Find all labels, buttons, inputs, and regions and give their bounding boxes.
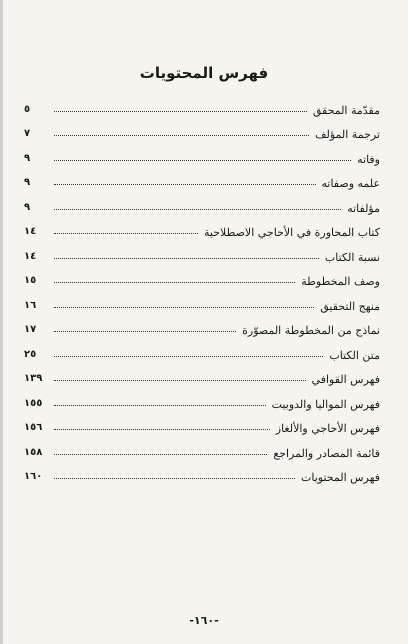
toc-entry [24, 315, 380, 340]
toc-entry [24, 168, 380, 193]
toc-entry-label: منهج التحقيق [320, 299, 380, 313]
toc-entry-label: فهرس المواليا والدوبيت [271, 397, 380, 411]
toc-page-number: ١٥ [24, 275, 37, 286]
page-title: فهرس المحتويات [139, 64, 269, 82]
toc-entry-label: فهرس القوافي [311, 373, 380, 386]
dot-leader [54, 355, 323, 357]
toc-entry-label: وفاته [357, 152, 380, 166]
dot-leader [54, 134, 309, 136]
toc-entry [24, 388, 380, 413]
toc-entry [24, 119, 380, 144]
toc-entry [24, 413, 380, 438]
toc-entry-label: فهرس الأحاجي والألغاز [275, 422, 380, 435]
toc-page-number: ١٦ [24, 299, 37, 311]
page-number: -١٦٠- [189, 614, 219, 627]
toc-entry [24, 217, 380, 242]
toc-page-number: ١٥٥ [24, 397, 43, 409]
toc-entry-label: نسبة الكتاب [324, 250, 380, 264]
dot-leader [54, 159, 351, 161]
dot-leader [54, 281, 295, 283]
toc-entry-label: نماذج من المخطوطة المصوّرة [242, 324, 380, 337]
toc-page-number: ١٧ [24, 324, 37, 335]
toc-entry [24, 339, 380, 364]
dot-leader [54, 110, 307, 112]
dot-leader [54, 477, 295, 479]
toc-entry-label: علمه وصفاته [321, 177, 380, 190]
toc-page-number: ١٣٩ [24, 373, 43, 384]
toc-entry [24, 143, 380, 168]
toc-entry-label: مقدّمة المحقق [312, 103, 380, 117]
toc-page-number: ١٥٨ [24, 446, 43, 458]
toc-page-number: ١٤ [24, 226, 37, 237]
toc-entry [24, 94, 380, 119]
toc-entry [24, 241, 380, 266]
toc-entry [24, 437, 380, 462]
toc-page-number: ٩ [24, 201, 31, 213]
dot-leader [54, 306, 314, 308]
page-edge [0, 0, 3, 644]
toc-entry [24, 364, 380, 389]
toc-entry-label: ترجمة المؤلف [315, 128, 380, 141]
toc-entry-label: وصف المخطوطة [301, 275, 380, 288]
toc-page-number: ٩ [24, 177, 31, 188]
dot-leader [54, 428, 270, 430]
table-of-contents [24, 94, 380, 486]
toc-entry-label: مؤلفاته [347, 201, 380, 215]
toc-page-number: ٥ [24, 103, 31, 115]
toc-entry-label: متن الكتاب [329, 348, 380, 362]
toc-entry [24, 462, 380, 487]
dot-leader [54, 257, 319, 259]
toc-page-number: ١٥٦ [24, 422, 43, 433]
dot-leader [54, 453, 267, 455]
dot-leader [54, 232, 198, 234]
toc-entry [24, 290, 380, 315]
toc-entry-label: كتاب المحاورة في الأحاجي الاصطلاحية [203, 226, 380, 239]
toc-entry-label: فهرس المحتويات [301, 471, 380, 484]
toc-page-number: ٢٥ [24, 348, 37, 360]
dot-leader [54, 183, 316, 185]
dot-leader [54, 330, 236, 332]
toc-page-number: ٧ [24, 128, 31, 139]
toc-entry [24, 192, 380, 217]
dot-leader [54, 404, 266, 406]
toc-page-number: ١٤ [24, 250, 37, 262]
dot-leader [54, 379, 306, 381]
dot-leader [54, 208, 341, 210]
toc-entry [24, 266, 380, 291]
toc-page-number: ٩ [24, 152, 31, 164]
toc-entry-label: قائمة المصادر والمراجع [273, 446, 380, 460]
toc-page-number: ١٦٠ [24, 471, 43, 482]
